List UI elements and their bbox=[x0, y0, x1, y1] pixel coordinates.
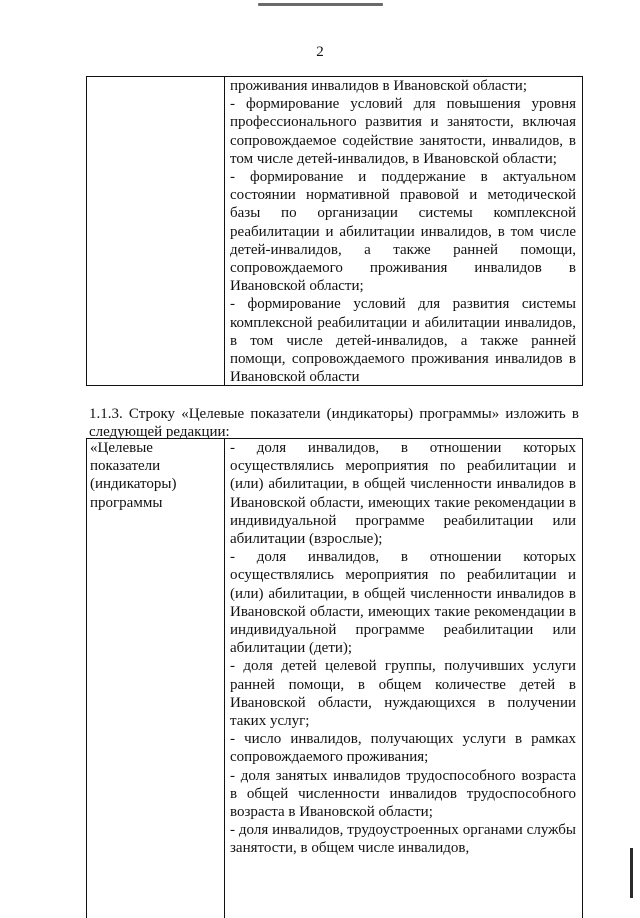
table-column-divider bbox=[224, 439, 225, 918]
indicator-item: - доля инвалидов, трудоустроенных органами службы занятости, в общем числе инвалидов, bbox=[230, 822, 576, 857]
table-right-cell bbox=[230, 77, 576, 386]
table-paragraph: - формирование условий для повышения уровня профессионального развития и занятости, включая сопровождаемое содействие занятости, инвалидов, в том числе детей-инвалидов, в Ивановской области; bbox=[230, 96, 576, 167]
page-number: 2 bbox=[316, 44, 324, 60]
goals-table-continuation bbox=[86, 76, 583, 386]
indicator-item: - доля занятых инвалидов трудоспособного возраста в общей численности инвалидов трудоспособного возраста в Ивановской области; bbox=[230, 767, 576, 821]
indicators-table bbox=[86, 438, 583, 918]
indicator-item: - доля детей целевой группы, получивших услуги ранней помощи, в общем количестве детей в Ивановской области, нуждающихся в получении таких услуг; bbox=[230, 658, 576, 730]
indicator-item: - число инвалидов, получающих услуги в рамках сопровождаемого проживания; bbox=[230, 731, 576, 766]
table-paragraph: - формирование условий для развития системы комплексной реабилитации и абилитации инвалидов, в том числе детей-инвалидов, а также ранней помощи, сопровождаемого проживания инвалидов в Ивановской области bbox=[230, 296, 576, 386]
scan-edge-mark bbox=[630, 848, 633, 898]
scan-header-mark bbox=[258, 3, 383, 6]
table-paragraph: - формирование и поддержание в актуальном состоянии нормативной правовой и методической базы по организации системы комплексной реабилитации и абилитации инвалидов, в том числе детей-инвалидов, а также ранней помощи, сопровождаемого проживания инвалидов в Ивановской области; bbox=[230, 169, 576, 295]
indicator-item: - доля инвалидов, в отношении которых осуществлялись мероприятия по реабилитации и (или) абилитации, в общей численности инвалидов в Ивановской области, имеющих такие рекомендации в индивидуальной программе реабилитации или абилитации (дети); bbox=[230, 549, 576, 657]
indicators-label-cell: «Целевые показатели (индикаторы) программы bbox=[90, 440, 177, 511]
indicator-item: - доля инвалидов, в отношении которых осуществлялись мероприятия по реабилитации и (или) абилитации, в общей численности инвалидов в Ивановской области, имеющих такие рекомендации в индивидуальной программе реабилитации или абилитации (взрослые); bbox=[230, 440, 576, 548]
indicators-list-cell bbox=[230, 439, 576, 858]
table-column-divider bbox=[224, 77, 225, 385]
section-paragraph: 1.1.3. Строку «Целевые показатели (индикаторы) программы» изложить в следующей редакции: bbox=[89, 406, 579, 440]
table-paragraph: проживания инвалидов в Ивановской области; bbox=[230, 78, 527, 94]
